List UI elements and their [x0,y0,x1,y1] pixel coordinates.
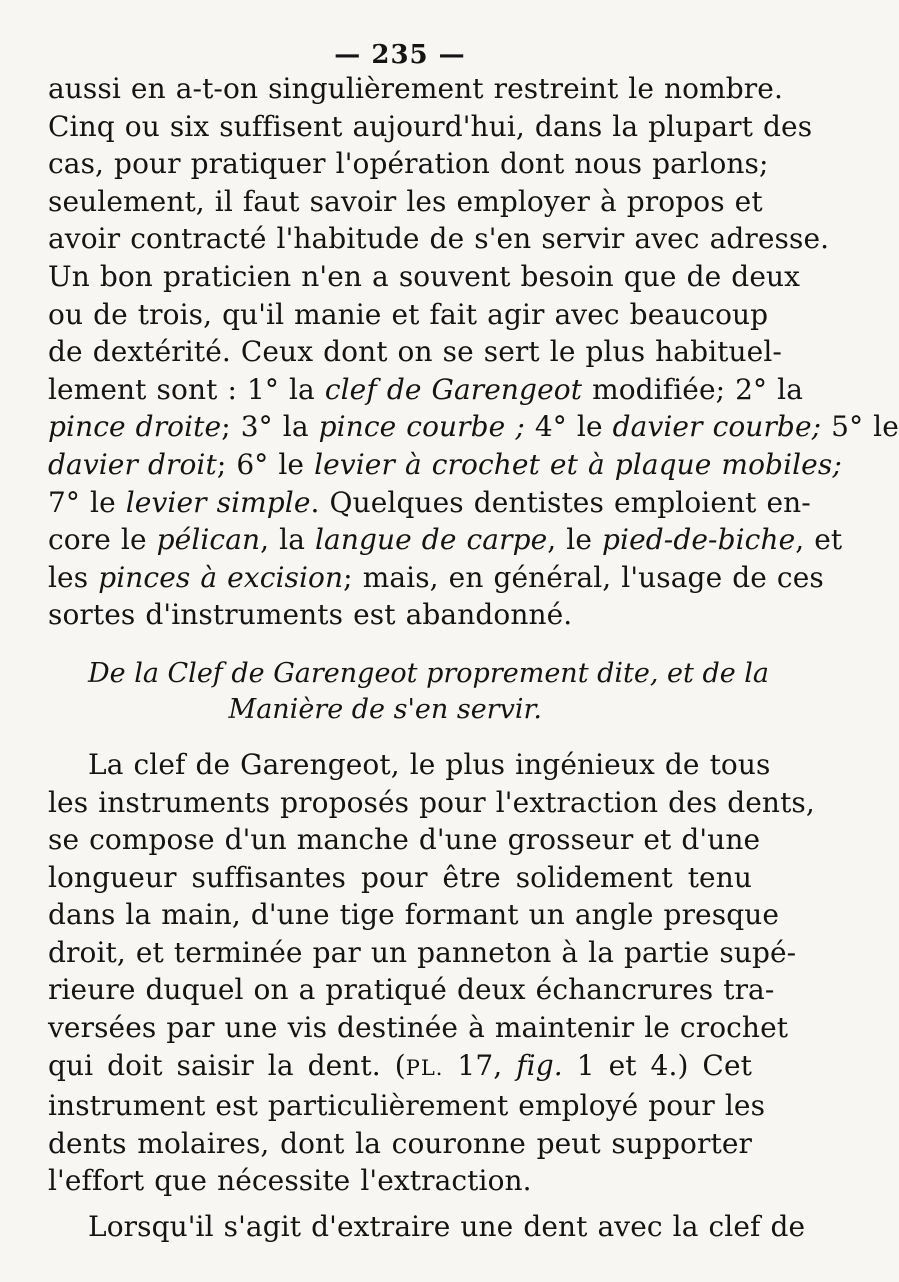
italic-term: pince droite [48,410,222,444]
text-line: Un bon praticien n'en a souvent besoin que de deux [48,259,801,293]
text-line: cas, pour pratiquer l'opération dont nous parlons; [48,147,769,181]
italic-term: davier courbe; [612,410,822,444]
text-line: sortes d'instruments est abandonné. [48,598,573,632]
text-line: longueur suffisantes pour être solidement tenu [48,860,752,894]
text-line: l'effort que nécessite l'extraction. [48,1164,532,1198]
section-heading [48,656,770,728]
italic-term: pinces à excision [98,560,344,594]
text-line: de dextérité. Ceux dont on se sert le plus habituel- [48,335,782,369]
text-line: davier droit; 6° le levier à crochet et à plaque mobiles; [48,447,842,481]
page-number: — 235 — [334,40,466,70]
text-line: rieure duquel on a pratiqué deux échancrures tra- [48,973,775,1007]
text-line: La clef de Garengeot, le plus ingénieux de tous [88,747,771,781]
italic-term: fig. [516,1048,563,1082]
italic-term: levier à crochet et à plaque mobiles; [314,447,842,481]
italic-term: pied-de-biche [602,523,796,557]
paragraph-instruments-list [48,70,899,634]
text-line: Lorsqu'il s'agit d'extraire une dent avec la clef de [88,1210,806,1244]
italic-term: pince courbe ; [318,410,525,444]
text-line: Cinq ou six suffisent aujourd'hui, dans la plupart des [48,109,813,143]
small-caps-ref: PL. [405,1055,444,1080]
text-line: versées par une vis destinée à maintenir le crochet [48,1011,789,1045]
text-line: droit, et terminée par un panneton à la partie supé- [48,935,797,969]
text-line: les pinces à excision; mais, en général, l'usage de ces [48,560,824,594]
text-line: dents molaires, dont la couronne peut supporter [48,1126,752,1160]
italic-term: levier simple [125,485,311,519]
paragraph-usage [48,1208,806,1246]
italic-term: clef de Garengeot [324,372,583,406]
italic-term: pélican [156,523,261,557]
text-line: avoir contracté l'habitude de s'en servir avec adresse. [48,222,830,256]
text-line: lement sont : 1° la clef de Garengeot modifiée; 2° la [48,372,804,406]
text-line: dans la main, d'une tige formant un angle presque [48,898,780,932]
text-line: seulement, il faut savoir les employer à propos et [48,184,763,218]
section-heading-line: De la Clef de Garengeot proprement dite, et de la [88,657,770,689]
text-line: core le pélican, la langue de carpe, le pied-de-biche, et [48,523,843,557]
text-line: aussi en a-t-on singulièrement restreint le nombre. [48,72,783,105]
text-line: les instruments proposés pour l'extraction des dents, [48,785,815,819]
text-line: pince droite; 3° la pince courbe ; 4° le davier courbe; 5° le [48,410,899,444]
italic-term: davier droit [48,447,217,481]
italic-term: langue de carpe [315,523,548,557]
paragraph-key-description [48,746,815,1200]
section-heading-line: Manière de s'en servir. [228,693,542,725]
text-line: 7° le levier simple. Quelques dentistes emploient en- [48,485,811,519]
text-line: ou de trois, qu'il manie et fait agir avec beaucoup [48,297,769,331]
text-line: qui doit saisir la dent. (PL. 17, fig. 1 et 4.) Cet [48,1048,752,1082]
text-line: se compose d'un manche d'une grosseur et d'une [48,823,761,857]
text-line: instrument est particulièrement employé pour les [48,1089,766,1123]
